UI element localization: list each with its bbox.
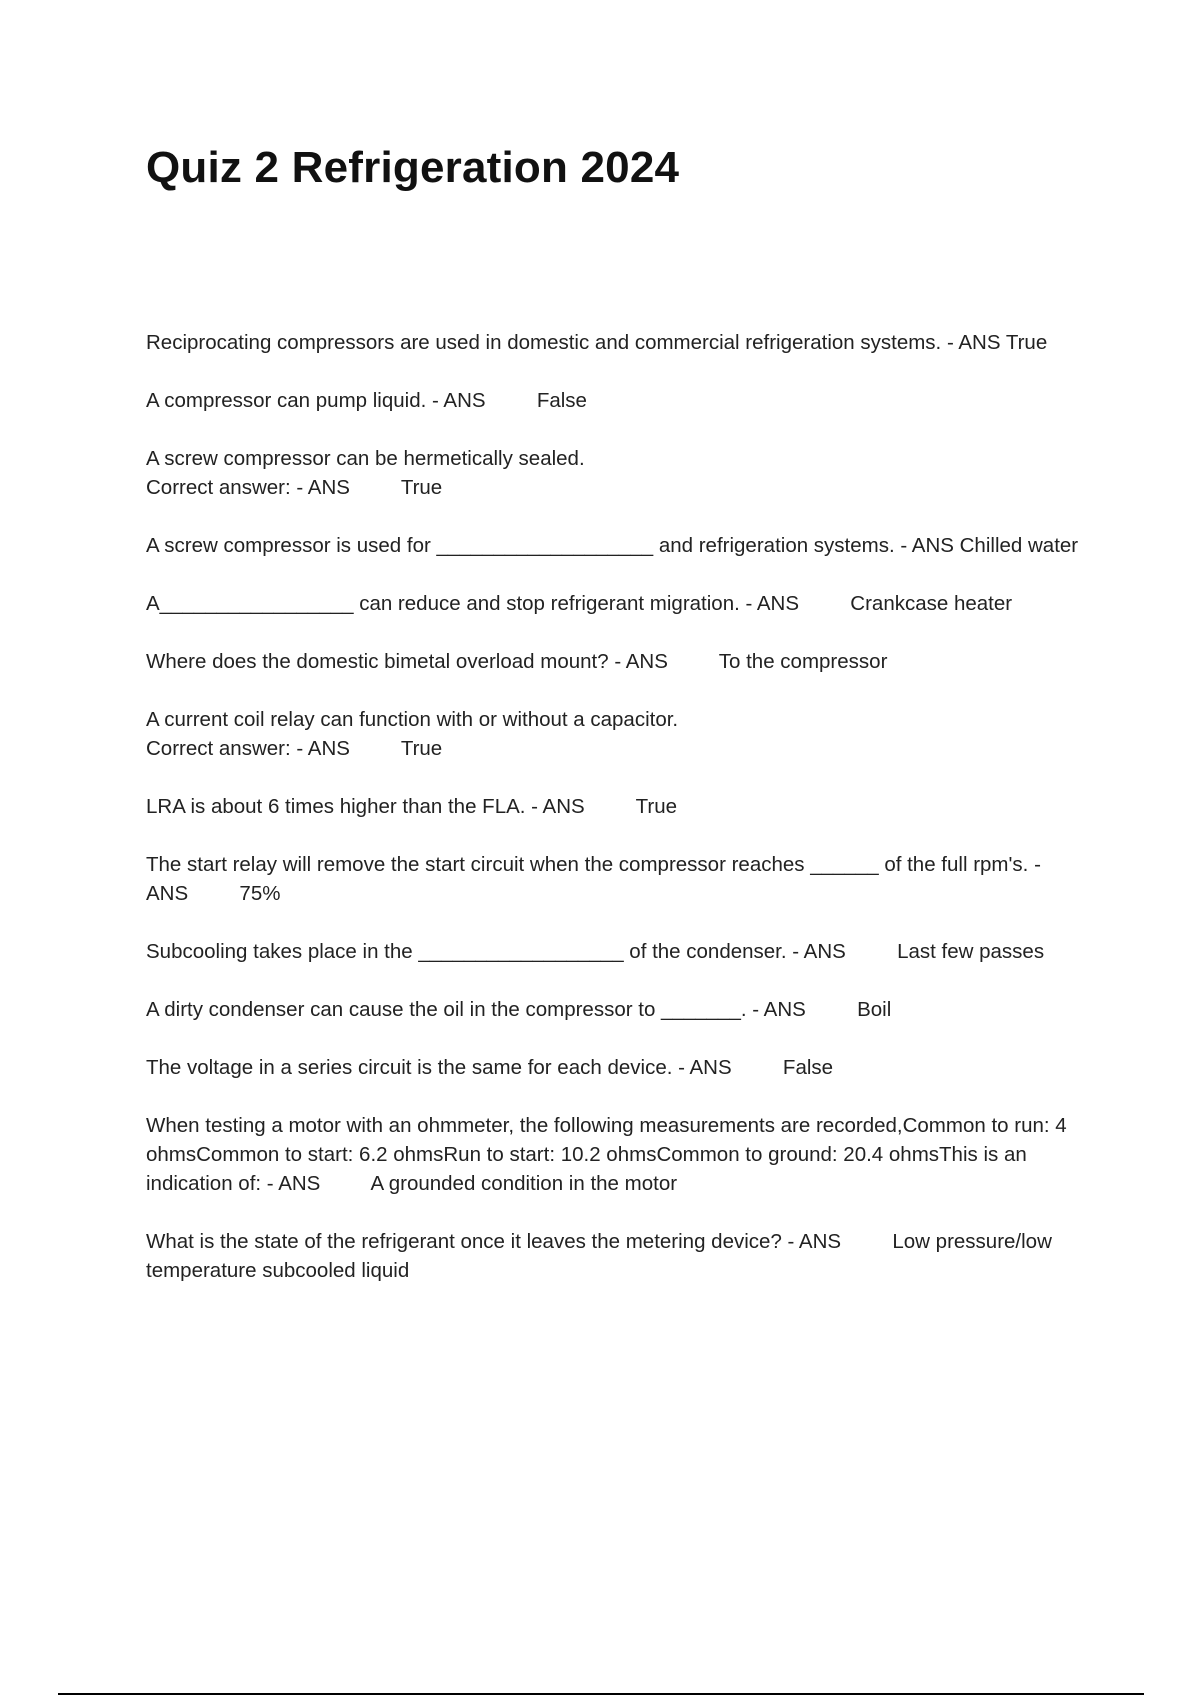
qa-item [146,1111,1086,1198]
question-text: A current coil relay can function with or without a capacitor. Correct answer: - ANS [146,708,679,760]
answer-text: Chilled water [959,534,1079,557]
answer-text: True [1005,331,1048,354]
qa-item [146,647,1086,676]
qa-item [146,386,1086,415]
qa-item [146,531,1086,560]
question-text: A screw compressor can be hermetically sealed. Correct answer: - ANS [146,447,585,499]
answer-text: False [782,1056,834,1079]
question-text: A_________________ can reduce and stop refrigerant migration. - ANS [146,592,845,615]
answer-text: True [400,737,443,760]
question-text: A dirty condenser can cause the oil in the compressor to _______. - ANS [146,998,852,1021]
answer-text: Crankcase heater [850,592,1013,615]
qa-item [146,995,1086,1024]
qa-item [146,444,1086,502]
answer-text: True [400,476,443,499]
qa-item [146,792,1086,821]
answer-text: False [536,389,587,412]
qa-item [146,1227,1086,1285]
question-text: The start relay will remove the start circuit when the compressor reaches ______ of the full rpm's. - ANS [146,853,1046,905]
qa-item [146,850,1086,908]
answer-text: Boil [857,998,892,1021]
qa-item [146,589,1086,618]
question-text: What is the state of the refrigerant once it leaves the metering device? - ANS [146,1230,887,1253]
answer-text: True [635,795,677,818]
question-text: When testing a motor with an ohmmeter, the following measurements are recorded,Common to run: 4 ohmsCommon to start: 6.2 ohmsRun to start: 10.2 ohmsCommon to ground: 20.4 ohmsThis is an indication of: - ANS [146,1114,1073,1195]
answer-text: Last few passes [897,940,1045,963]
question-text: Reciprocating compressors are used in domestic and commercial refrigeration systems. - ANS [146,331,1001,354]
footer-divider [58,1693,1144,1695]
page-title: Quiz 2 Refrigeration 2024 [146,143,680,192]
answer-text: To the compressor [718,650,888,673]
answer-text: Low pressure/low temperature subcooled liquid [146,1230,1058,1282]
qa-item [146,705,1086,763]
qa-item [146,1053,1086,1082]
question-text: LRA is about 6 times higher than the FLA. - ANS [146,795,631,818]
qa-item [146,328,1086,357]
question-text: Where does the domestic bimetal overload mount? - ANS [146,650,714,673]
question-list [146,328,1086,1314]
answer-text: 75% [239,882,281,905]
question-text: Subcooling takes place in the __________________ of the condenser. - ANS [146,940,892,963]
answer-text: A grounded condition in the motor [370,1172,678,1195]
question-text: The voltage in a series circuit is the same for each device. - ANS [146,1056,778,1079]
question-text: A screw compressor is used for ___________________ and refrigeration systems. - ANS [146,534,954,557]
qa-item [146,937,1086,966]
question-text: A compressor can pump liquid. - ANS [146,389,532,412]
